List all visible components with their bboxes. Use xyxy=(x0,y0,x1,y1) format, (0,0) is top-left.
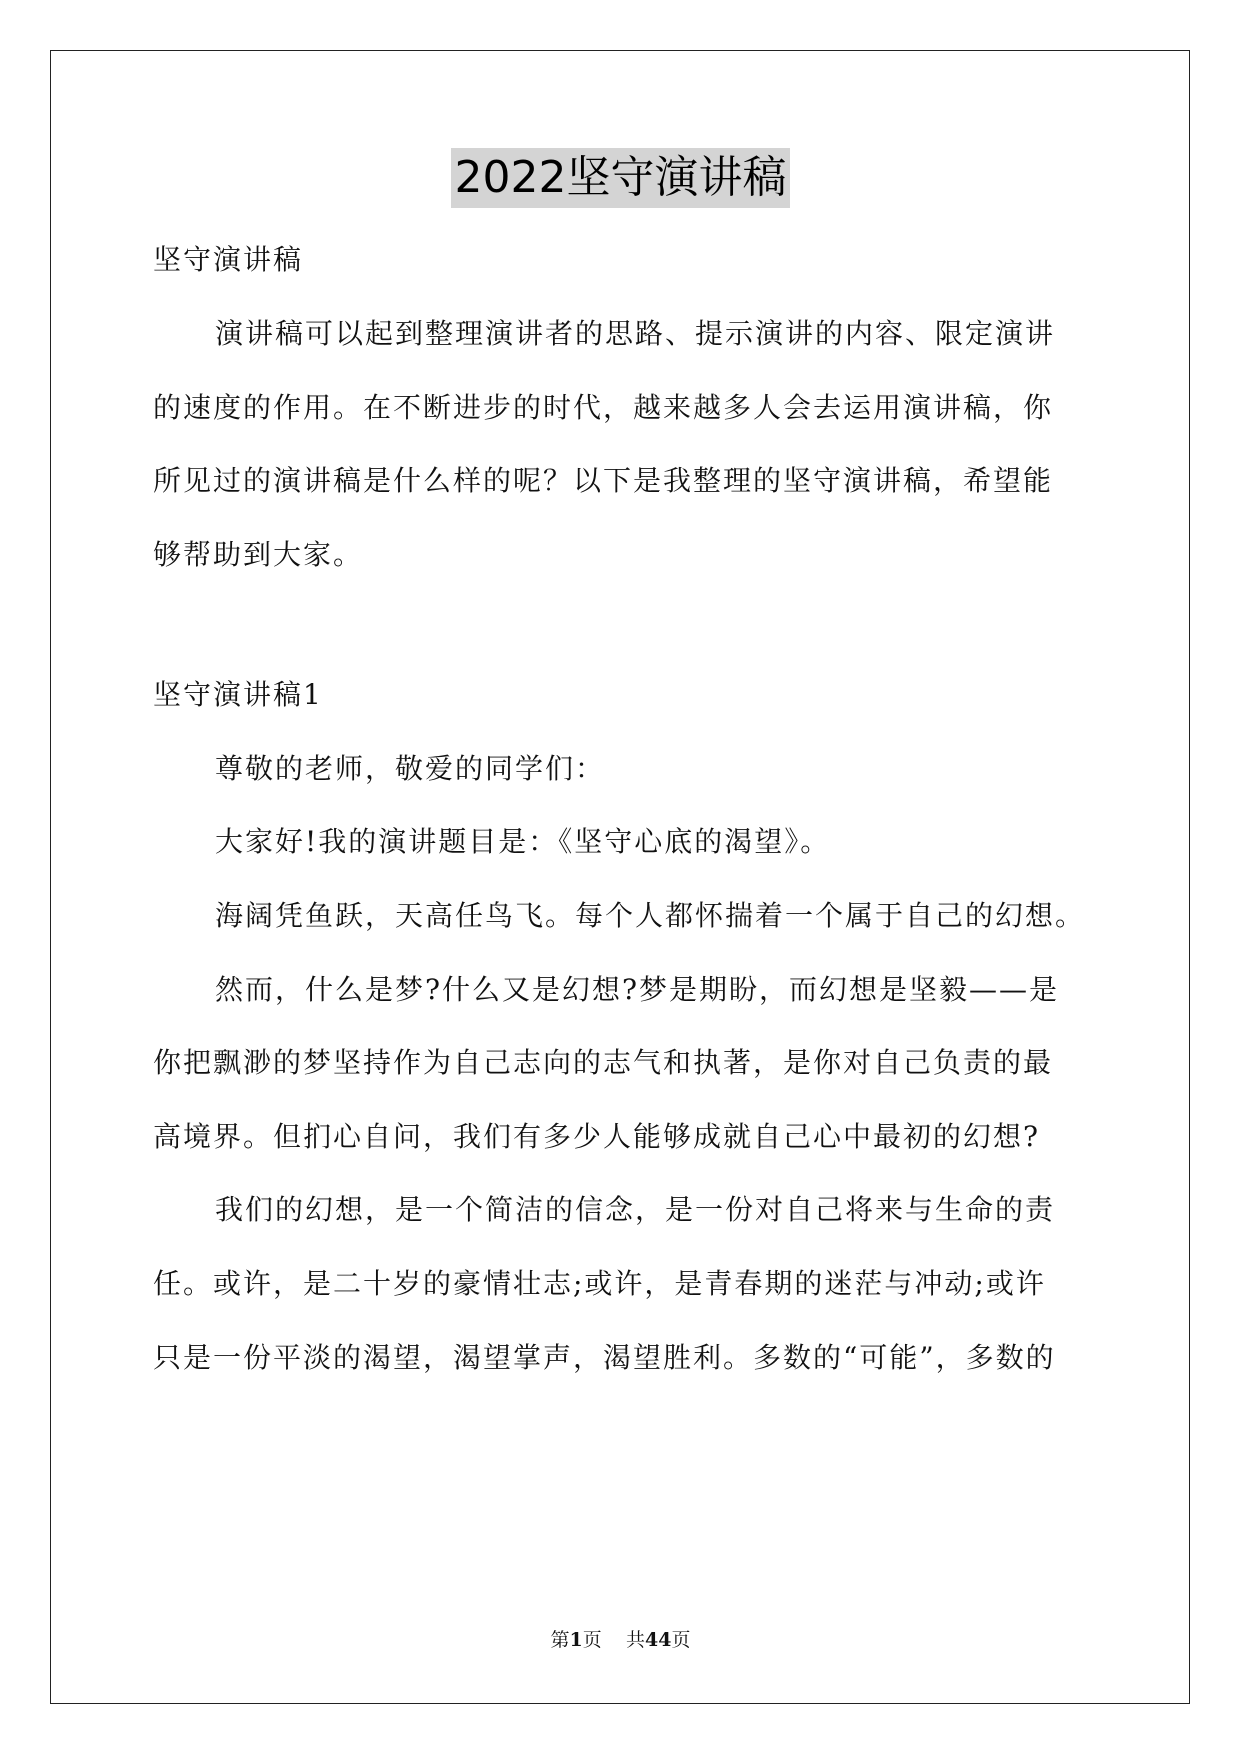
section-heading: 坚守演讲稿 xyxy=(153,243,304,276)
page-prefix: 第 xyxy=(550,1629,570,1651)
paragraph-line: 高境界。但扪心自问，我们有多少人能够成就自己心中最初的幻想? xyxy=(153,1120,1041,1153)
paragraph-line: 然而，什么是梦?什么又是幻想?梦是期盼，而幻想是坚毅——是 xyxy=(215,973,1060,1006)
paragraph-line: 你把飘渺的梦坚持作为自己志向的志气和执著，是你对自己负责的最 xyxy=(153,1046,1054,1079)
page-number: 1 xyxy=(569,1629,583,1651)
paragraph-line: 只是一份平淡的渴望，渴望掌声，渴望胜利。多数的“可能”，多数的 xyxy=(153,1341,1056,1374)
page-suffix: 页 xyxy=(582,1629,602,1651)
total-suffix: 页 xyxy=(671,1629,691,1651)
paragraph-line: 演讲稿可以起到整理演讲者的思路、提示演讲的内容、限定演讲 xyxy=(215,317,1056,350)
document-title: 2022坚守演讲稿 xyxy=(451,148,791,208)
paragraph-line: 够帮助到大家。 xyxy=(153,538,364,571)
paragraph-line: 尊敬的老师，敬爱的同学们： xyxy=(215,752,606,785)
paragraph-line: 的速度的作用。在不断进步的时代，越来越多人会去运用演讲稿，你 xyxy=(153,391,1054,424)
total-prefix: 共 xyxy=(625,1629,645,1651)
paragraph-line: 任。或许，是二十岁的豪情壮志;或许，是青春期的迷茫与冲动;或许 xyxy=(153,1267,1046,1300)
total-pages: 44 xyxy=(644,1629,672,1651)
paragraph-line: 大家好!我的演讲题目是：《坚守心底的渴望》。 xyxy=(215,825,831,858)
page-border xyxy=(50,50,1190,1704)
page-footer xyxy=(0,1628,1241,1652)
paragraph-line: 我们的幻想，是一个简洁的信念，是一份对自己将来与生命的责 xyxy=(215,1193,1056,1226)
paragraph-line: 所见过的演讲稿是什么样的呢？以下是我整理的坚守演讲稿，希望能 xyxy=(153,464,1054,497)
title-container xyxy=(0,148,1241,208)
section-heading: 坚守演讲稿1 xyxy=(153,678,323,711)
paragraph-line: 海阔凭鱼跃，天高任鸟飞。每个人都怀揣着一个属于自己的幻想。 xyxy=(215,899,1086,932)
